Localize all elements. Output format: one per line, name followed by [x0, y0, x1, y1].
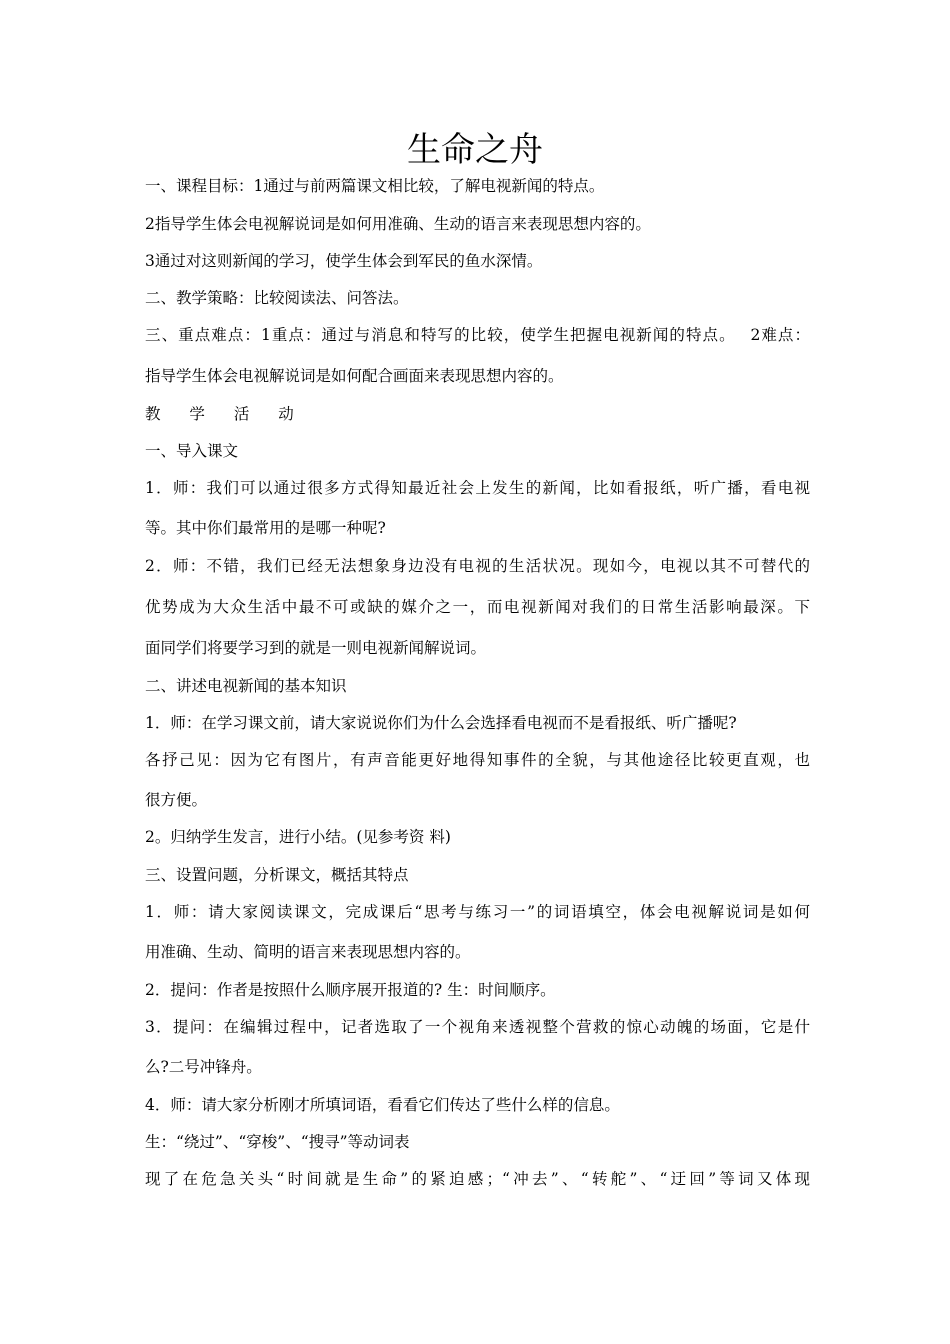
- paragraph-line: 各抒己见：因为它有图片，有声音能更好地得知事件的全貌，与其他途径比较更直观，也: [145, 751, 810, 769]
- paragraph-line: 很方便。: [145, 791, 208, 809]
- paragraph-line: 1．师：在学习课文前，请大家说说你们为什么会选择看电视而不是看报纸、听广播呢?: [145, 714, 737, 732]
- paragraph-line: 1．师：请大家阅读课文，完成课后“思考与练习一”的词语填空，体会电视解说词是如何: [145, 903, 810, 921]
- paragraph-line: 2。归纳学生发言，进行小结。(见参考资 料): [145, 828, 451, 846]
- paragraph-line: 等。其中你们最常用的是哪一种呢?: [145, 519, 386, 537]
- section-heading: 一、导入课文: [145, 442, 239, 460]
- paragraph-line: 么?二号冲锋舟。: [145, 1058, 262, 1076]
- paragraph-line: 三、重点难点：1重点：通过与消息和特写的比较，使学生把握电视新闻的特点。 2难点：: [145, 326, 810, 344]
- paragraph-line: 2指导学生体会电视解说词是如何用准确、生动的语言来表现思想内容的。: [145, 215, 651, 233]
- paragraph-line: 二、教学策略：比较阅读法、问答法。: [145, 289, 409, 307]
- paragraph-line: 3．提问：在编辑过程中，记者选取了一个视角来透视整个营救的惊心动魄的场面，它是什: [145, 1018, 810, 1036]
- paragraph-line: 2．师：不错，我们已经无法想象身边没有电视的生活状况。现如今，电视以其不可替代的: [145, 557, 810, 575]
- section-heading: 三、设置问题，分析课文，概括其特点: [145, 866, 409, 884]
- document-title: 生命之舟: [407, 130, 543, 170]
- paragraph-line: 一、课程目标：1通过与前两篇课文相比较，了解电视新闻的特点。: [145, 177, 605, 195]
- paragraph-line: 优势成为大众生活中最不可或缺的媒介之一，而电视新闻对我们的日常生活影响最深。下: [145, 598, 810, 616]
- paragraph-line: 4．师：请大家分析刚才所填词语，看看它们传达了些什么样的信息。: [145, 1096, 620, 1114]
- paragraph-line: 1．师：我们可以通过很多方式得知最近社会上发生的新闻，比如看报纸，听广播，看电视: [145, 479, 810, 497]
- paragraph-line: 用准确、生动、简明的语言来表现思想内容的。: [145, 943, 471, 961]
- paragraph-line: 2．提问：作者是按照什么顺序展开报道的? 生：时间顺序。: [145, 981, 556, 999]
- section-heading: 二、讲述电视新闻的基本知识: [145, 677, 347, 695]
- paragraph-line: 现了在危急关头“时间就是生命”的紧迫感；“冲去”、“转舵”、“迂回”等词又体现: [145, 1170, 810, 1188]
- paragraph-line: 指导学生体会电视解说词是如何配合画面来表现思想内容的。: [145, 367, 564, 385]
- paragraph-line: 生：“绕过”、“穿梭”、“搜寻”等动词表: [145, 1133, 410, 1151]
- paragraph-line: 面同学们将要学习到的就是一则电视新闻解说词。: [145, 639, 487, 657]
- paragraph-line: 3通过对这则新闻的学习，使学生体会到军民的鱼水深情。: [145, 252, 543, 270]
- section-heading: 教 学 活 动: [145, 405, 306, 423]
